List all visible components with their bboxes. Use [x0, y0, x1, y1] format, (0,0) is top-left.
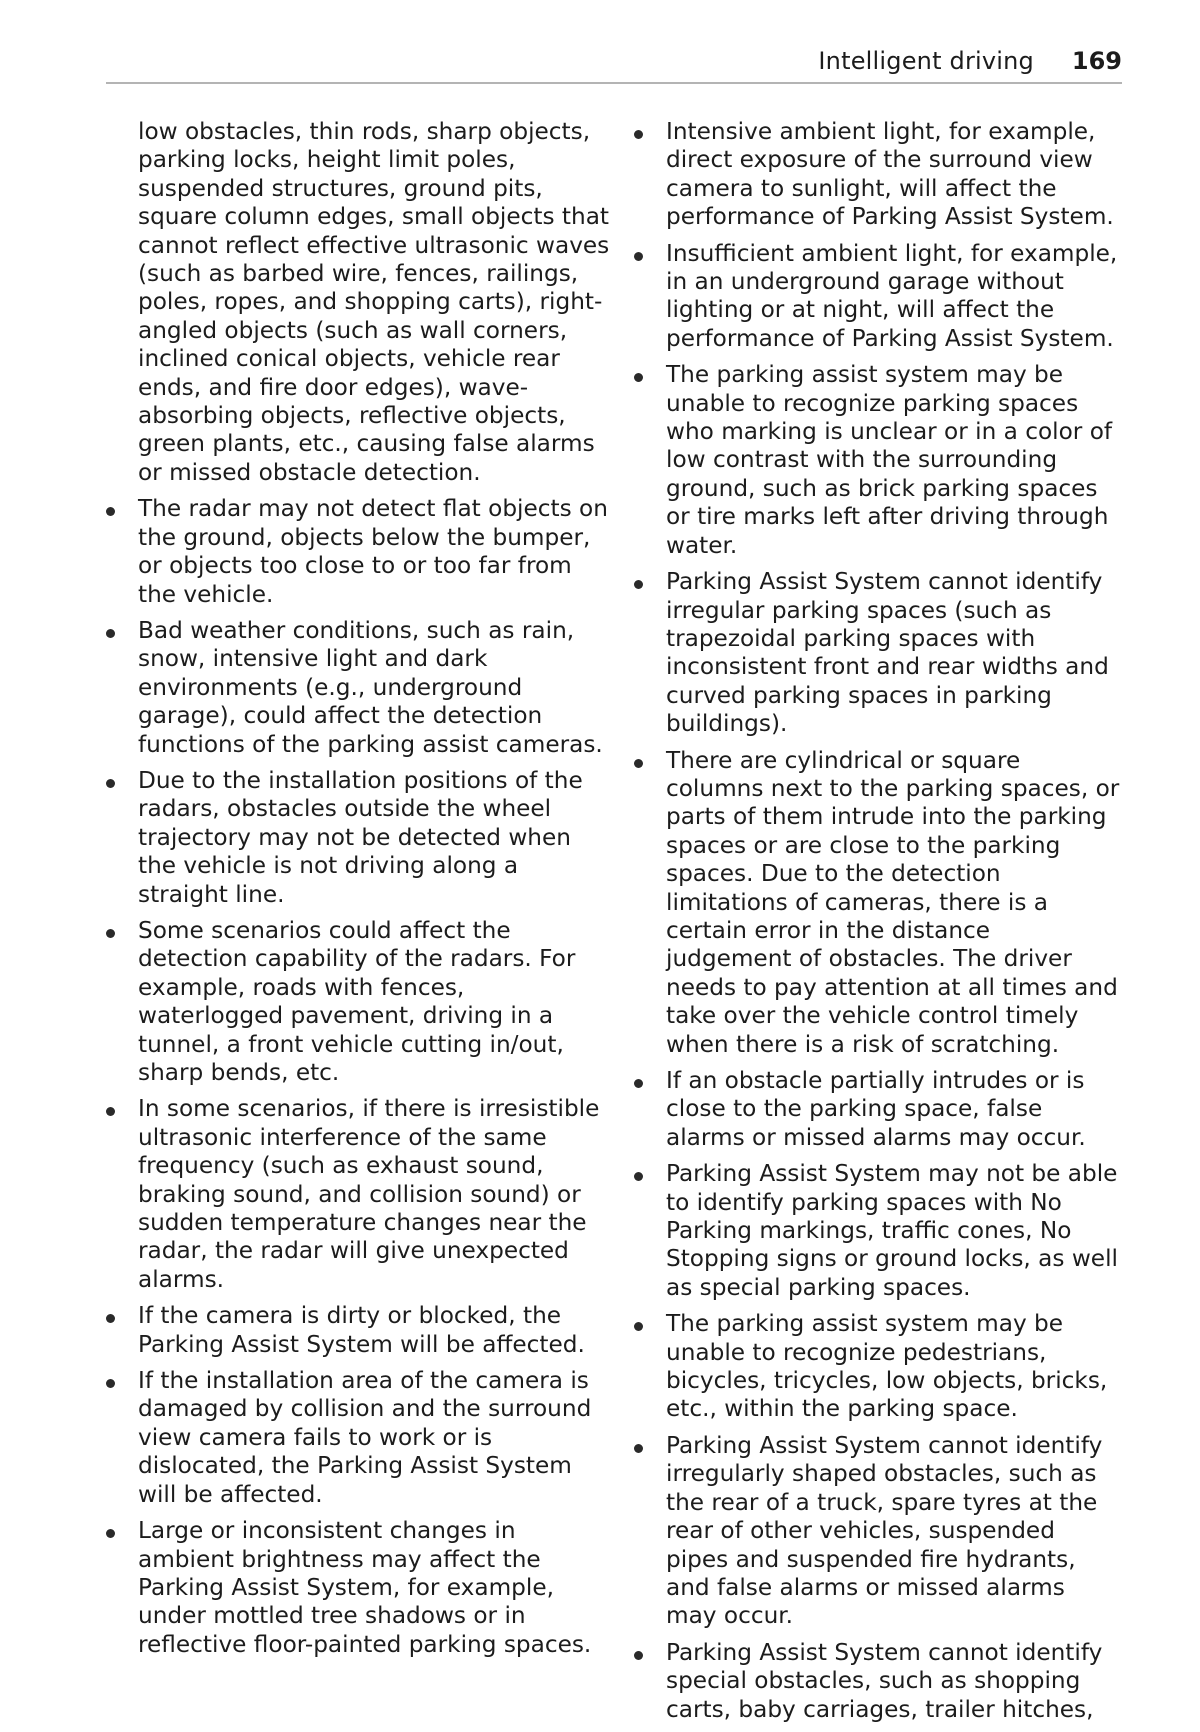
bullet-dot-icon [106, 1529, 115, 1538]
bullet-dot-icon [634, 759, 643, 768]
bullet-dot-icon [106, 507, 115, 516]
bullet-item [628, 1310, 1122, 1424]
bullet-dot-icon [634, 1322, 643, 1331]
bullet-dot-icon [634, 1079, 643, 1088]
bullet-dot-icon [634, 373, 643, 382]
bullet-text: The parking assist system may be unable to recognize parking spaces who marking is unclear or in a color of low contrast with the surrounding ground, such as brick parking spaces or tire marks left after driving through water. [666, 361, 1113, 559]
continued-paragraph: low obstacles, thin rods, sharp objects, parking locks, height limit poles, suspended structures, ground pits, square column edges, small objects that cannot reflect effective ultrasonic waves (such as barbed wire, fences, railings, poles, ropes, and shopping carts), right-angled objects (such as wall corners, inclined conical objects, vehicle rear ends, and fire door edges), wave-absorbing objects, reflective objects, green plants, etc., causing false alarms or missed obstacle detection. [138, 118, 610, 486]
bullet-item [628, 568, 1122, 738]
bullet-dot-icon [106, 1107, 115, 1116]
bullet-text: Large or inconsistent changes in ambient brightness may affect the Parking Assist System, for example, under mottled tree shadows or in reflective floor-painted parking spaces. [138, 1517, 592, 1658]
bullet-item [628, 118, 1122, 232]
bullet-item [628, 1160, 1122, 1302]
bullet-text: If the installation area of the camera is damaged by collision and the surround view camera fails to work or is dislocated, the Parking Assist System will be affected. [138, 1367, 592, 1508]
bullet-text: In some scenarios, if there is irresistible ultrasonic interference of the same frequency (such as exhaust sound, braking sound, and collision sound) or sudden temperature changes near the radar, the radar will give unexpected alarms. [138, 1095, 600, 1293]
bullet-text: Parking Assist System cannot identify special obstacles, such as shopping carts, baby carriages, trailer hitches, [666, 1638, 1103, 1723]
bullet-dot-icon [106, 1379, 115, 1388]
bullet-item [100, 617, 610, 759]
bullet-item [628, 1432, 1122, 1631]
bullet-item [628, 747, 1122, 1059]
bullet-dot-icon [634, 1444, 643, 1453]
page-number: 169 [1071, 47, 1122, 75]
bullet-dot-icon [634, 580, 643, 589]
bullet-dot-icon [634, 1172, 643, 1181]
bullet-text: Due to the installation positions of the radars, obstacles outside the wheel trajectory may not be detected when the vehicle is not driving along a straight line. [138, 766, 583, 908]
bullet-item [100, 1367, 610, 1509]
bullet-item [628, 1639, 1122, 1724]
bullet-text: The parking assist system may be unable to recognize pedestrians, bicycles, tricycles, low objects, bricks, etc., within the parking space. [666, 1310, 1108, 1423]
bullet-dot-icon [634, 1651, 643, 1660]
bullet-item [628, 240, 1122, 354]
bullet-item [100, 917, 610, 1087]
bullet-text: Parking Assist System cannot identify irregularly shaped obstacles, such as the rear of a truck, spare tyres at the rear of other vehicles, suspended pipes and suspended fire hydrants, and false alarms or missed alarms may occur. [666, 1431, 1103, 1630]
bullet-item [100, 495, 610, 609]
left-column [100, 118, 610, 1667]
bullet-text: The radar may not detect flat objects on the ground, objects below the bumper, or objects too close to or too far from the vehicle. [138, 495, 608, 608]
bullet-text: If an obstacle partially intrudes or is close to the parking space, false alarms or missed alarms may occur. [666, 1067, 1086, 1151]
bullet-text: Bad weather conditions, such as rain, snow, intensive light and dark environments (e.g., underground garage), could affect the detection functions of the parking assist cameras. [138, 616, 603, 758]
bullet-text: There are cylindrical or square columns next to the parking spaces, or parts of them intrude into the parking spaces or are close to the parking spaces. Due to the detection limitations of cameras, there is a certain error in the distance judgement of obstacles. The driver needs to pay attention at all times and take over the vehicle control timely when there is a risk of scratching. [666, 746, 1120, 1058]
bullet-text: Some scenarios could affect the detection capability of the radars. For example, roads with fences, waterlogged pavement, driving in a tunnel, a front vehicle cutting in/out, sharp bends, etc. [138, 916, 576, 1086]
bullet-dot-icon [106, 779, 115, 788]
bullet-item [100, 767, 610, 909]
bullet-text: Parking Assist System cannot identify irregular parking spaces (such as trapezoidal parking spaces with inconsistent front and rear widths and curved parking spaces in parking buildings). [666, 568, 1109, 738]
page-header [106, 44, 1122, 84]
bullet-item [100, 1517, 610, 1659]
bullet-item [628, 361, 1122, 560]
bullet-item [100, 1302, 610, 1359]
bullet-dot-icon [634, 252, 643, 261]
bullet-text: If the camera is dirty or blocked, the Parking Assist System will be affected. [138, 1302, 585, 1358]
right-column [628, 118, 1122, 1732]
bullet-text: Parking Assist System may not be able to identify parking spaces with No Parking markings, traffic cones, No Stopping signs or ground locks, as well as special parking spaces. [666, 1160, 1118, 1301]
bullet-dot-icon [106, 629, 115, 638]
bullet-text: Insufficient ambient light, for example, in an underground garage without lighting or at night, will affect the performance of Parking Assist System. [666, 239, 1118, 352]
section-title: Intelligent driving [818, 47, 1034, 75]
bullet-item [100, 1095, 610, 1294]
right-bullet-list [628, 118, 1122, 1724]
left-bullet-list [100, 495, 610, 1659]
bullet-dot-icon [634, 130, 643, 139]
bullet-item [628, 1067, 1122, 1152]
bullet-text: Intensive ambient light, for example, direct exposure of the surround view camera to sunlight, will affect the performance of Parking Assist System. [666, 118, 1114, 231]
bullet-dot-icon [106, 1314, 115, 1323]
bullet-dot-icon [106, 929, 115, 938]
